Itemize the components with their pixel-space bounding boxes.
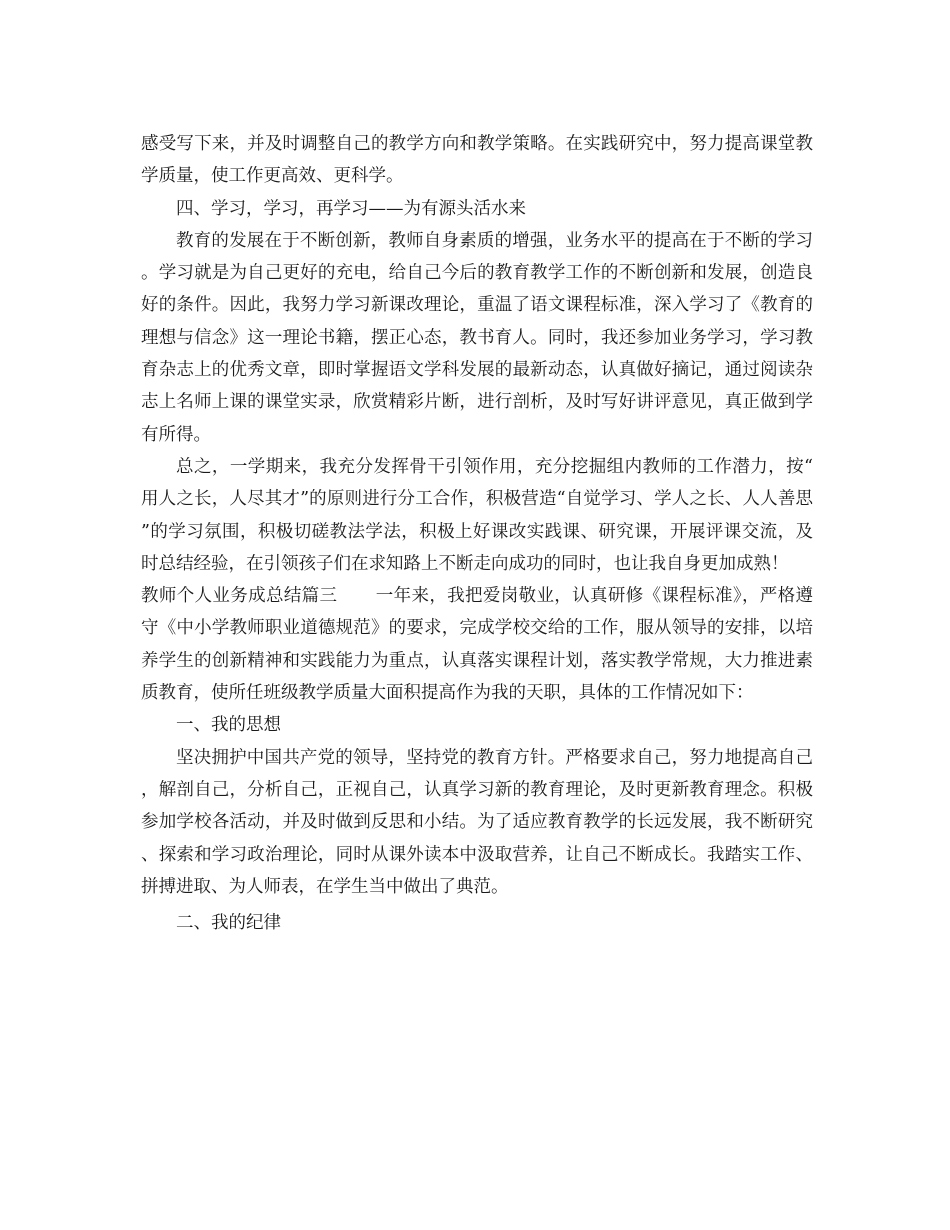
- document-body: [141, 128, 813, 939]
- article-intro: 一年来，我把爱岗敬业，认真研修《课程标准》，严格遵守《中小学教师职业道德规范》的要求，完成学校交给的工作，服从领导的安排，以培养学生的创新精神和实践能力为重点，认真落实课程计划，落实教学常规，大力推进素质教育，使所任班级教学质量大面积提高作为我的天职，具体的工作情况如下：: [141, 586, 814, 704]
- paragraph-article-three: [141, 580, 813, 709]
- article-title: 教师个人业务成总结篇三: [141, 586, 338, 607]
- section-heading-four: 四、学习，学习，再学习——为有源头活水来: [176, 198, 526, 219]
- paragraph-thoughts: 坚决拥护中国共产党的领导，坚持党的教育方针。严格要求自己，努力地提高自己，解剖自己，分析自己，正视自己，认真学习新的教育理论，及时更新教育理念。积极参加学校各活动，并及时做到反思和小结。为了适应教育教学的长远发展，我不断研究、探索和学习政治理论，同时从课外读本中汲取营养，让自己不断成长。我踏实工作、拼搏进取、为人师表，在学生当中做出了典范。: [141, 747, 813, 897]
- section-heading-two: 二、我的纪律: [176, 913, 281, 934]
- paragraph-learning: 教育的发展在于不断创新，教师自身素质的增强，业务水平的提高在于不断的学习。学习就是为自己更好的充电，给自己今后的教育教学工作的不断创新和发展，创造良好的条件。因此，我努力学习新课改理论，重温了语文课程标准，深入学习了《教育的理想与信念》这一理论书籍，摆正心态，教书育人。同时，我还参加业务学习，学习教育杂志上的优秀文章，即时掌握语文学科发展的最新动态，认真做好摘记，通过阅读杂志上名师上课的课堂实录，欣赏精彩片断，进行剖析，及时写好讲评意见，真正做到学有所得。: [141, 230, 813, 445]
- paragraph-continuation: 感受写下来，并及时调整自己的教学方向和教学策略。在实践研究中，努力提高课堂教学质量，使工作更高效、更科学。: [141, 134, 813, 187]
- section-heading-one: 一、我的思想: [176, 715, 281, 736]
- paragraph-summary: 总之，一学期来，我充分发挥骨干引领作用，充分挖掘组内教师的工作潜力，按“用人之长，人尽其才”的原则进行分工合作，积极营造“自觉学习、学人之长、人人善思”的学习氛围，积极切磋教法学法，积极上好课改实践课、研究课，开展评课交流，及时总结经验，在引领孩子们在求知路上不断走向成功的同时，也让我自身更加成熟！: [141, 456, 813, 574]
